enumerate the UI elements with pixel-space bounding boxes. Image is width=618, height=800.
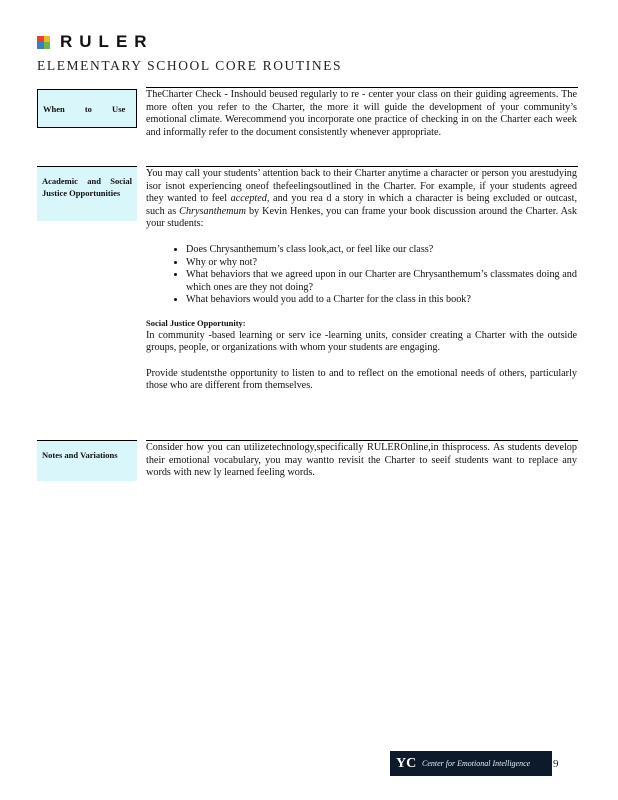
provide-text: Provide studentsthe opportunity to listen to and to reflect on the emotional needs of others, particularly those who are different from themselves. [146,367,577,392]
intro-text: , and you rea d a story in which a character is being excluded or outcast, such as [146,193,577,217]
yale-logo: YC [396,755,417,771]
ruler-logo [37,34,342,50]
notes-label-box [37,440,137,481]
divider [146,166,578,167]
question-list [146,244,577,307]
page-number: 9 [553,758,559,770]
footer-center-name: Center for Emotional Intelligence [422,759,531,768]
footer-badge [390,751,552,776]
social-justice-heading: Social Justice Opportunity: [146,317,246,328]
academic-content [146,168,577,393]
list-item: • What behaviors that we agreed upon in our Charter are Chrysanthemum’s classmates doing and which ones are they not doing? [186,269,577,294]
list-item: • Does Chrysanthemum’s class look,act, or feel like our class? [186,244,577,257]
intro-text: You may call your students’ attention back to their Charter anytime a character or person you arestudying isor isnot experiencing oneof thefeelingsoutlined in the Charter. For example, if your students agreed they wanted to feel [146,168,577,205]
book-title: Chrysanthemum [179,205,246,217]
document-title: ELEMENTARY SCHOOL CORE ROUTINES [37,58,343,73]
when-to-use-label: When to Use [43,104,126,114]
notes-text: Consider how you can utilizetechnology,specifically RULEROnline,in thisprocess. As students develop their emotional vocabulary, you may wantto revisit the Charter to seeif students want to replace any words with new ly learned feeling words. [146,442,577,479]
academic-label: Academic and Social Justice Opportunities [42,176,132,198]
divider [146,87,578,88]
emphasis-accepted: accepted [230,193,267,205]
ruler-logo-icon [37,36,50,49]
brand-name: RULER [60,32,154,51]
intro-text: by Kevin Henkes, you can frame your book discussion around the Charter. Ask your students: [146,205,577,230]
academic-label-box [37,166,137,221]
divider [146,440,578,441]
notes-label: Notes and Variations [42,450,118,460]
when-to-use-label-box [37,89,137,128]
when-to-use-text: TheCharter Check - Inshould beused regularly to re - center your class on their guiding agreements. The more often you refer to the Charter, the more it will guide the development of your community’s emotional climate. Werecommend you incorporate one practice of checking in on the Charter each week and informally refer to the document consistently whenever appropriate. [146,89,577,138]
page-header [37,34,342,74]
social-justice-text: In community -based learning or serv ice -learning units, consider creating a Charter with the outside groups, people, or organizations with whom your students are engaging. [146,329,577,354]
academic-intro [146,168,577,231]
list-item: • What behaviors would you add to a Charter for the class in this book? [186,294,577,307]
list-item: • Why or why not? [186,257,577,270]
